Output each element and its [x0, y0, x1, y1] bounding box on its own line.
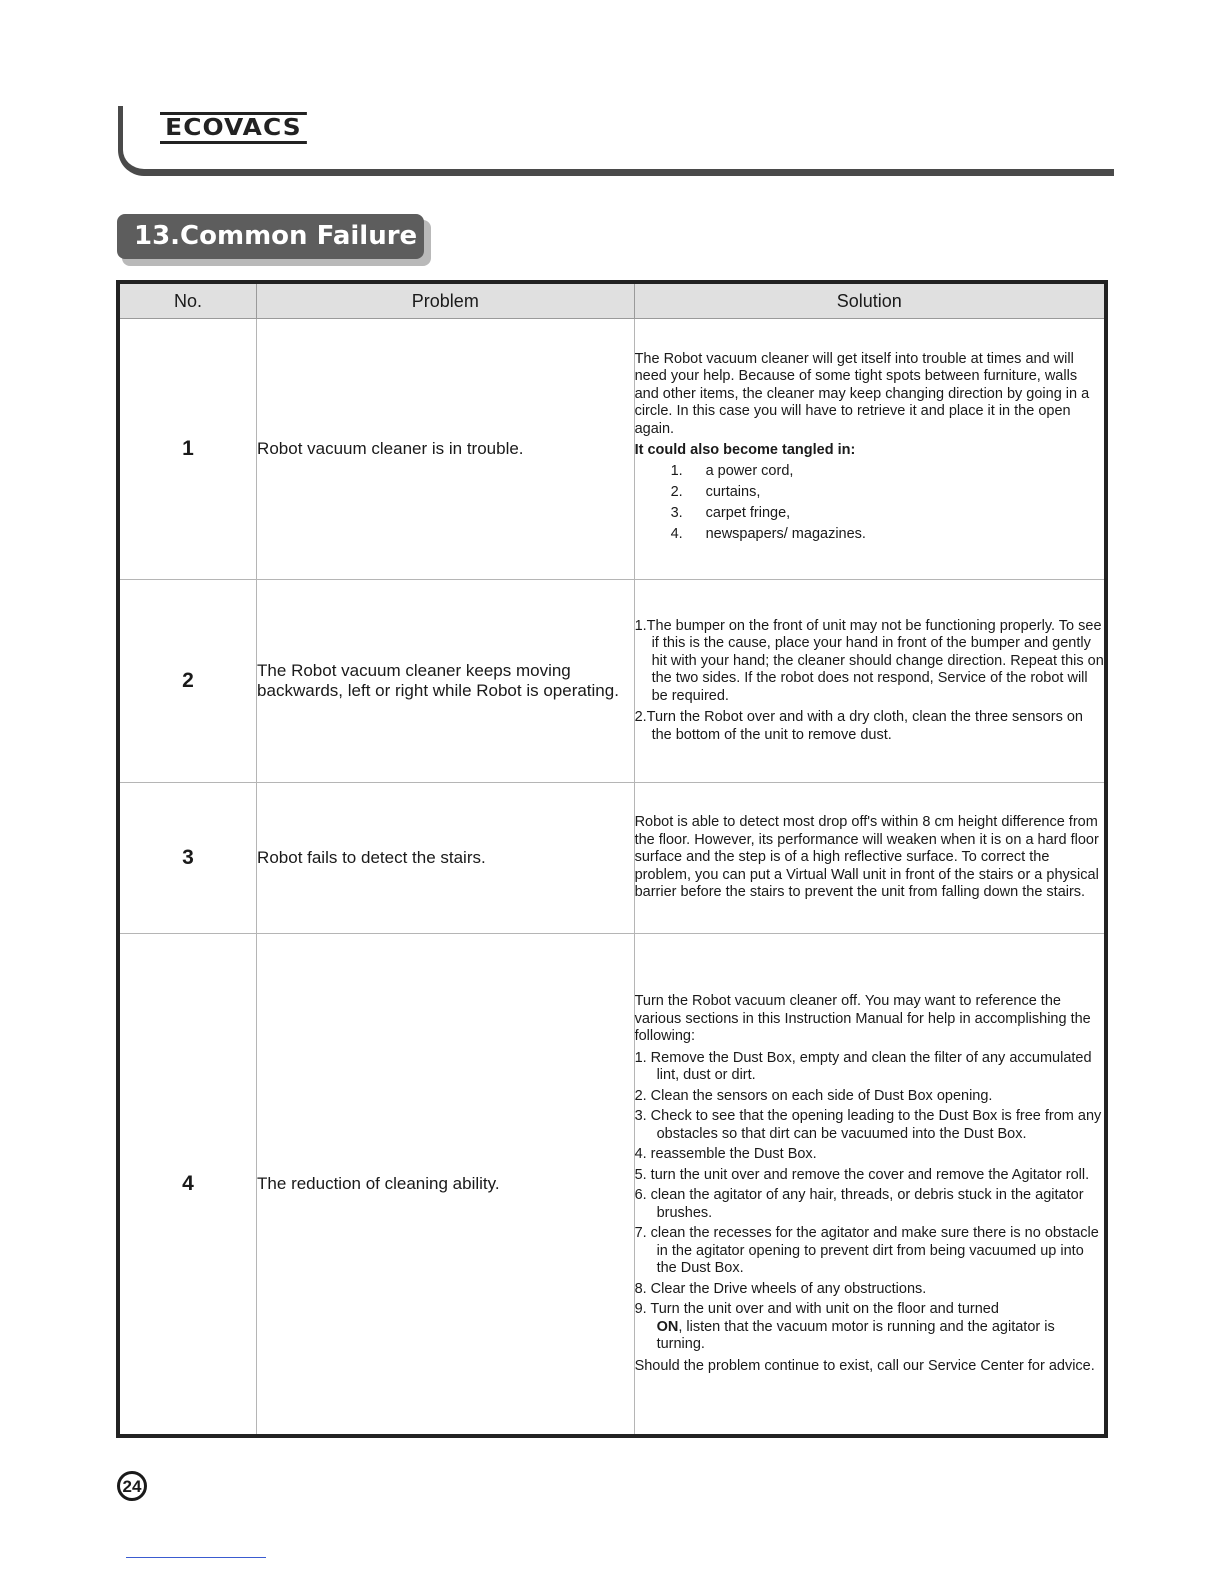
solution-cell	[634, 319, 1106, 580]
list-item: 5. turn the unit over and remove the cover and remove the Agitator roll.	[634, 1166, 1090, 1183]
steps-list	[635, 1050, 1104, 1354]
ecovacs-logo: ECOVACS	[160, 112, 307, 144]
row-number: 1	[118, 319, 257, 580]
solution-text: Robot is able to detect most drop off's within 8 cm height difference from the floor. However, its performance will weaken when it is on a hard floor surface and the step is of a high reflective surface. To correct the problem, you can put a Virtual Wall unit in front of the stairs or a physical barrier before the stairs to prevent the unit from falling down the stairs.	[634, 814, 1099, 901]
column-header-solution: Solution	[634, 282, 1106, 319]
list-item: 4. newspapers/ magazines.	[670, 526, 866, 543]
list-item: 4. reassemble the Dust Box.	[634, 1146, 817, 1162]
list-item: 2. Clean the sensors on each side of Dust Box opening.	[634, 1087, 993, 1104]
solution-cell	[634, 580, 1106, 783]
list-item: 1. Remove the Dust Box, empty and clean the filter of any accumulated lint, dust or dirt.	[634, 1049, 1092, 1083]
section-title: 13.Common Failure	[117, 214, 424, 259]
list-item: 2. curtains,	[670, 484, 761, 501]
table-row	[118, 934, 1106, 1437]
solution-cell	[634, 783, 1106, 934]
problem-cell: Robot fails to detect the stairs.	[257, 783, 635, 934]
solution-cell	[634, 934, 1106, 1437]
common-failure-table	[116, 280, 1108, 1438]
problem-cell: The reduction of cleaning ability.	[257, 934, 635, 1437]
on-label: ON	[656, 1318, 679, 1335]
table-row	[118, 319, 1106, 580]
solution-item: 2.Turn the Robot over and with a dry cloth, clean the three sensors on the bottom of the unit to remove dust.	[634, 709, 1083, 743]
table-row	[118, 580, 1106, 783]
row-number: 2	[118, 580, 257, 783]
table-header-row	[118, 282, 1106, 319]
list-item: 3. carpet fringe,	[670, 505, 791, 522]
list-item: 7. clean the recesses for the agitator and make sure there is no obstacle in the agitator opening to prevent dirt from being vacuumed up into the Dust Box.	[634, 1225, 1099, 1276]
list-item: 8. Clear the Drive wheels of any obstructions.	[634, 1280, 927, 1297]
solution-outro: Should the problem continue to exist, call our Service Center for advice.	[634, 1357, 1095, 1374]
column-header-no: No.	[118, 282, 257, 319]
list-item: 3. Check to see that the opening leading to the Dust Box is free from any obstacles so that dirt can be vacuumed into the Dust Box.	[634, 1108, 1102, 1142]
list-item: 9. Turn the unit over and with unit on the floor and turned ON, listen that the vacuum motor is running and the agitator is turning.	[634, 1301, 1055, 1352]
row-number: 3	[118, 783, 257, 934]
page-number: 24	[117, 1471, 147, 1501]
solution-intro: Turn the Robot vacuum cleaner off. You may want to reference the various sections in this Instruction Manual for help in accomplishing the following:	[634, 993, 1091, 1044]
row-number: 4	[118, 934, 257, 1437]
list-item: 6. clean the agitator of any hair, threads, or debris stuck in the agitator brushes.	[634, 1187, 1084, 1221]
footer-rule	[126, 1557, 266, 1558]
solution-text: The Robot vacuum cleaner will get itself into trouble at times and will need your help. Because of some tight spots between furniture, walls and other items, the cleaner may keep changing direction by going in a circle. In this case you will have to retrieve it and place it in the open again.	[634, 350, 1090, 437]
column-header-problem: Problem	[257, 282, 635, 319]
problem-cell: Robot vacuum cleaner is in trouble.	[257, 319, 635, 580]
tangle-list	[635, 463, 1104, 544]
table-row	[118, 783, 1106, 934]
solution-subheading: It could also become tangled in:	[634, 442, 856, 459]
list-item: 1. a power cord,	[670, 463, 794, 480]
solution-item: 1.The bumper on the front of unit may not be functioning properly. To see if this is the cause, place your hand in front of the bumper and gently hit with your hand; the cleaner should change direction. Repeat this on the two sides. If the robot does not respond, Service of the robot will be required.	[634, 617, 1104, 704]
problem-cell: The Robot vacuum cleaner keeps moving backwards, left or right while Robot is operating.	[257, 580, 635, 783]
